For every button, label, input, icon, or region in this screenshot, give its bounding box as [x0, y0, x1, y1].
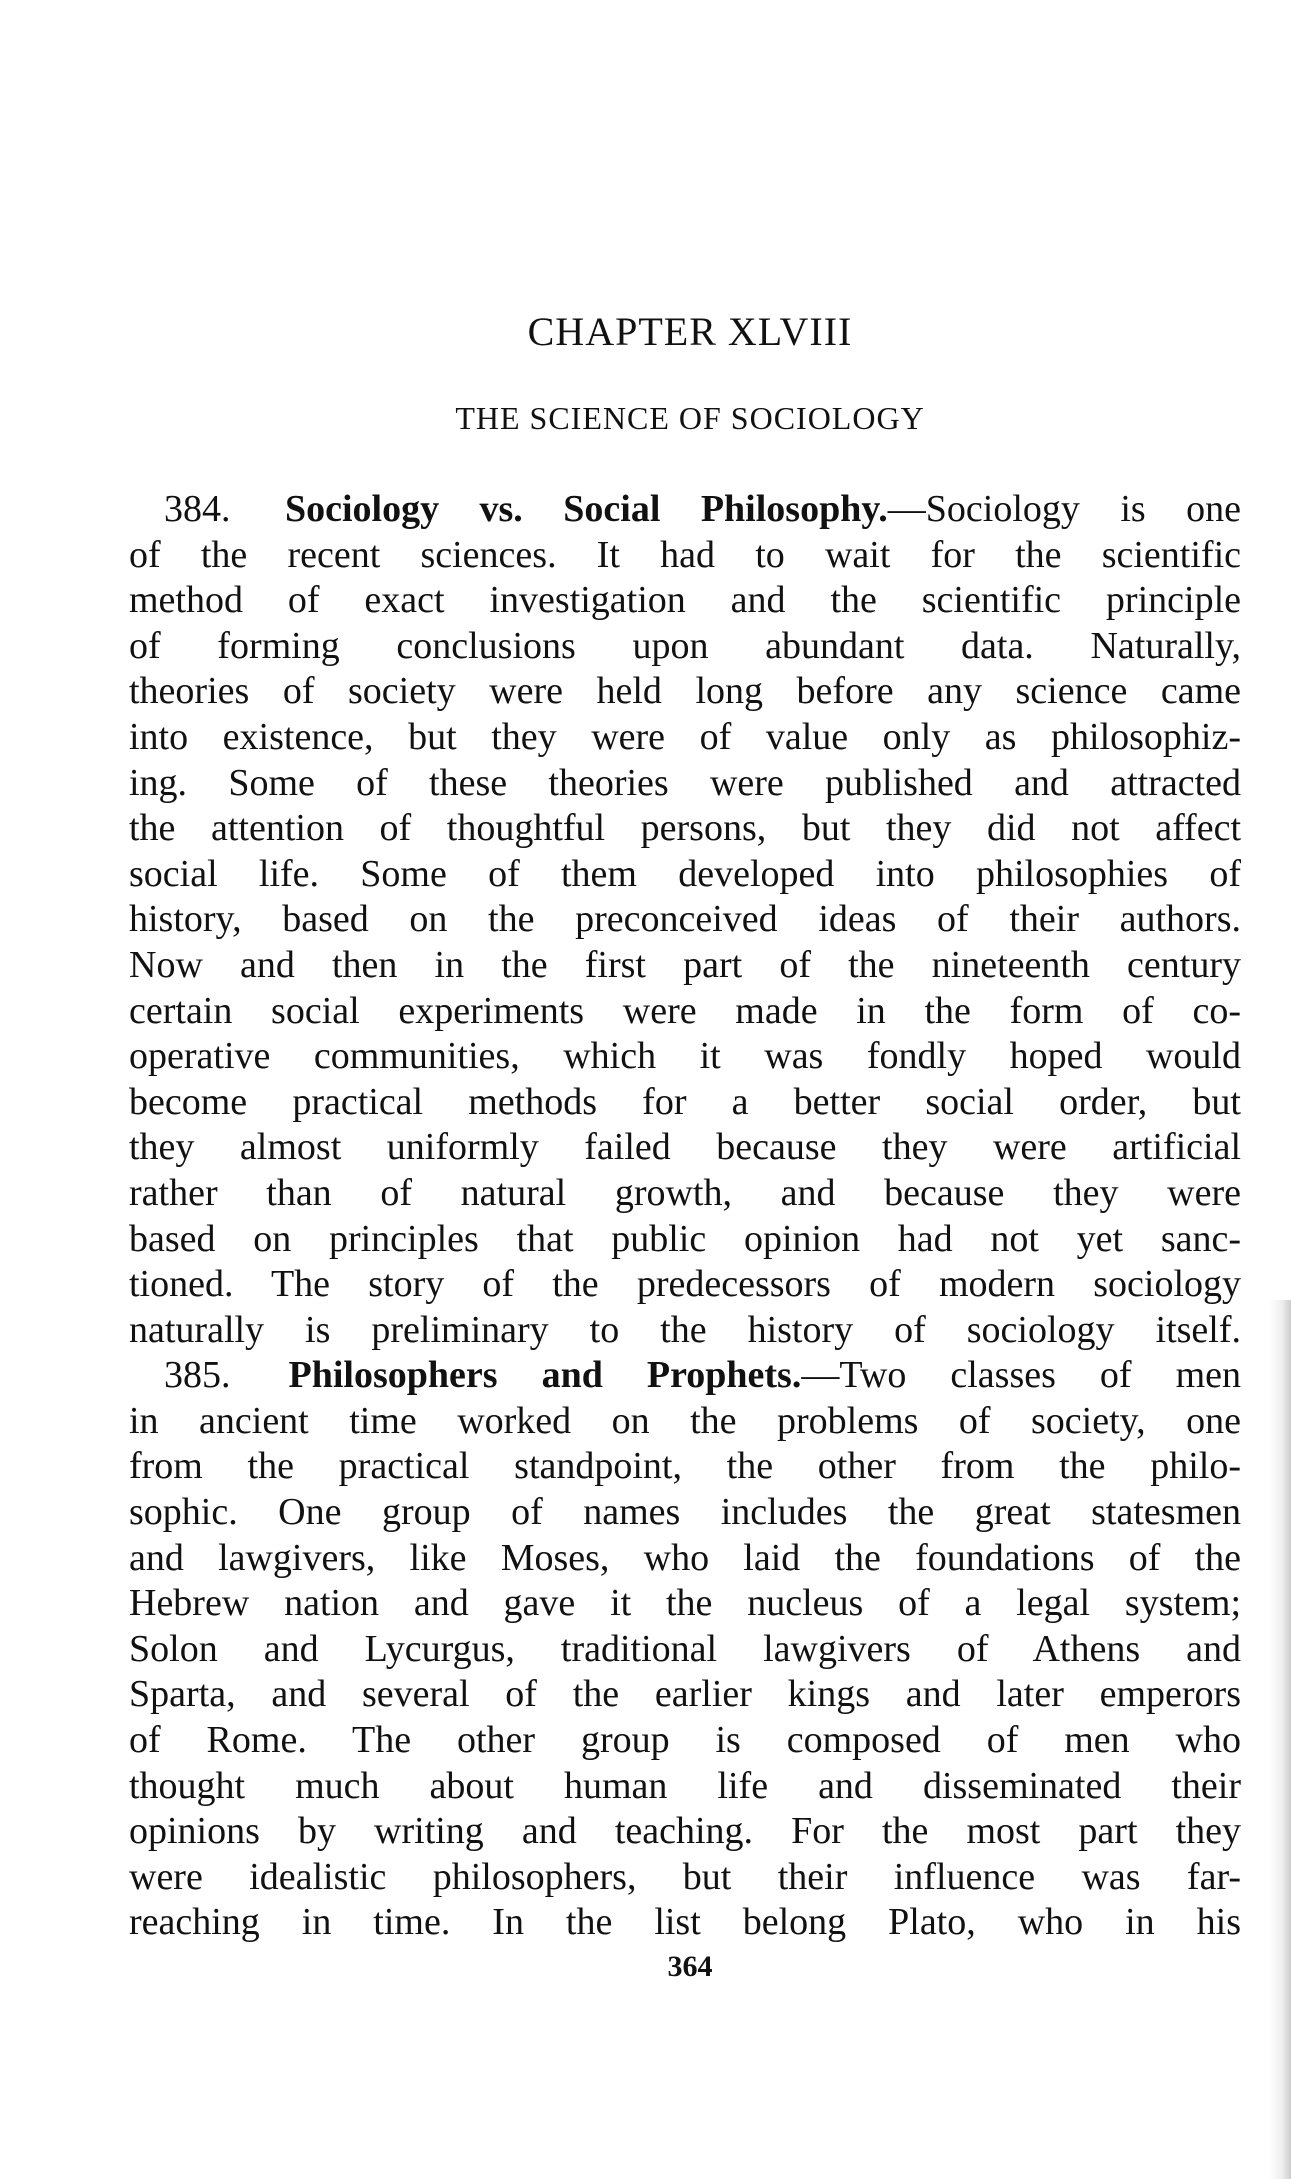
text-line: and lawgivers, like Moses, who laid the foundations of the [129, 1536, 1241, 1579]
text-line: Now and then in the first part of the nineteenth century [129, 943, 1241, 986]
chapter-heading: CHAPTER XLVIII [527, 309, 853, 354]
page-number: 364 [667, 1950, 713, 1983]
text-line: operative communities, which it was fondly hoped would [129, 1035, 1241, 1078]
text-line: tioned. The story of the predecessors of modern sociology [129, 1263, 1241, 1306]
text-line: of forming conclusions upon abundant data. Naturally, [129, 624, 1241, 667]
text-line: in ancient time worked on the problems of society, one [129, 1399, 1241, 1442]
text-line: they almost uniformly failed because they were artificial [129, 1126, 1241, 1169]
text-line: social life. Some of them developed into philosophies of [129, 852, 1241, 895]
text-line: into existence, but they were of value only as philosophiz- [129, 715, 1241, 758]
text-line: reaching in time. In the list belong Plato, who in his [129, 1901, 1241, 1944]
section-number: 384. [164, 488, 231, 530]
section-text: —Two classes of men [801, 1354, 1241, 1397]
text-line: rather than of natural growth, and because they were [129, 1171, 1241, 1214]
section-385-first-line [129, 1353, 1241, 1399]
chapter-title: THE SCIENCE OF SOCIOLOGY [455, 400, 925, 436]
text-line: were idealistic philosophers, but their influence was far- [129, 1855, 1241, 1898]
text-line: of the recent sciences. It had to wait for the scientific [129, 533, 1241, 576]
text-line: sophic. One group of names includes the great statesmen [129, 1491, 1241, 1534]
page-edge-shadow [1269, 1300, 1291, 2179]
text-line: based on principles that public opinion had not yet sanc- [129, 1217, 1241, 1260]
text-line: Hebrew nation and gave it the nucleus of a legal system; [129, 1582, 1241, 1625]
text-line: opinions by writing and teaching. For the most part they [129, 1810, 1241, 1853]
body-text [129, 487, 1241, 1946]
text-line: of Rome. The other group is composed of men who [129, 1719, 1241, 1762]
text-line: method of exact investigation and the scientific principle [129, 579, 1241, 622]
text-line: thought much about human life and disseminated their [129, 1764, 1241, 1807]
section-heading: Sociology vs. Social Philosophy. [284, 488, 888, 530]
text-line: the attention of thoughtful persons, but they did not affect [129, 807, 1241, 850]
text-line: Solon and Lycurgus, traditional lawgivers of Athens and [129, 1627, 1241, 1670]
text-line: certain social experiments were made in the form of co- [129, 989, 1241, 1032]
text-line: history, based on the preconceived ideas of their authors. [129, 898, 1241, 941]
section-384-first-line [129, 487, 1241, 533]
text-line: Sparta, and several of the earlier kings and later emperors [129, 1673, 1241, 1716]
text-line: ing. Some of these theories were published and attracted [129, 761, 1241, 804]
section-text: —Sociology is one [887, 488, 1241, 530]
text-line: naturally is preliminary to the history of sociology itself. [129, 1308, 1241, 1351]
section-heading: Philosophers and Prophets. [288, 1354, 802, 1397]
text-line: become practical methods for a better social order, but [129, 1080, 1241, 1123]
text-line: theories of society were held long before any science came [129, 670, 1241, 713]
section-number: 385. [164, 1354, 231, 1397]
text-line: from the practical standpoint, the other from the philo- [129, 1445, 1241, 1488]
